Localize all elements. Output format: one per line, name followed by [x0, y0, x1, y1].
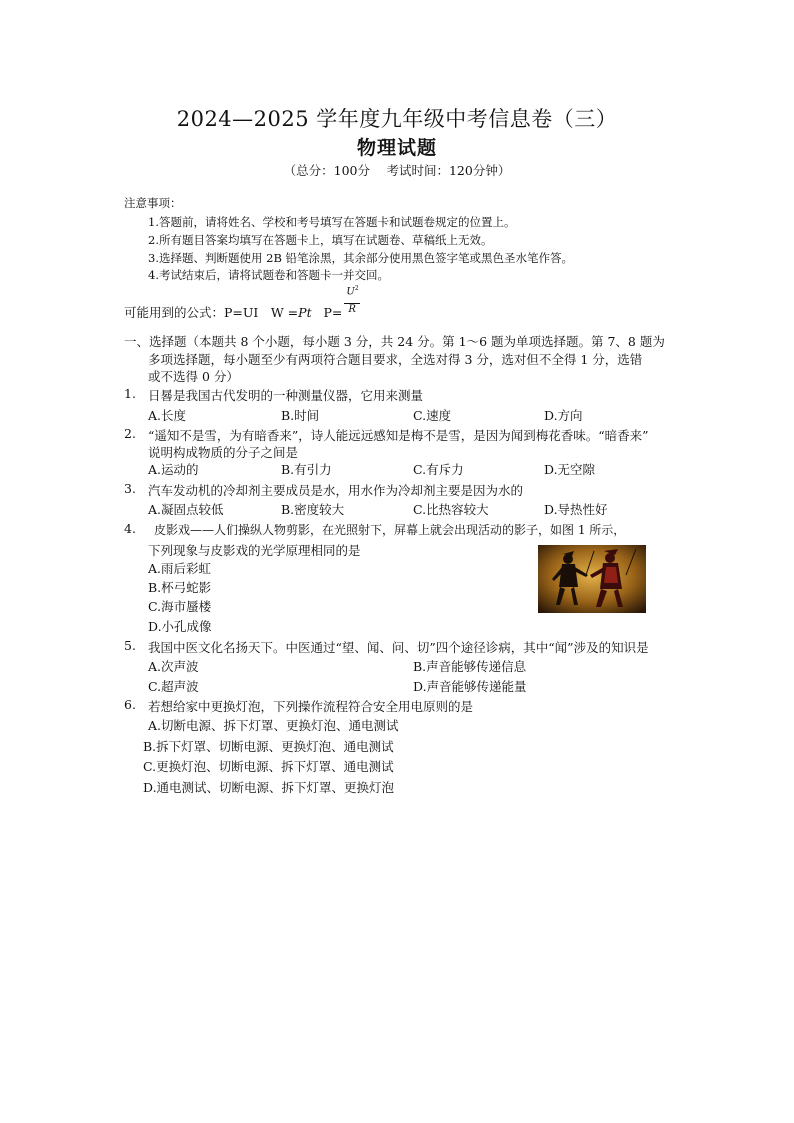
option: D.通电测试、切断电源、拆下灯罩、更换灯泡 — [143, 780, 395, 795]
question-number: 4. — [124, 521, 136, 536]
question-stem: 汽车发动机的冷却剂主要成员是水，用水作为冷却剂主要是因为水的 — [148, 483, 524, 498]
question-number: 6. — [124, 697, 136, 712]
option: D.无空隙 — [544, 462, 596, 477]
question-stem: 日晷是我国古代发明的一种测量仪器，它用来测量 — [148, 388, 424, 403]
section-line: 一、选择题（本题共 8 个小题，每小题 3 分，共 24 分。第 1～6 题为单项选择题。第 7、8 题为 — [124, 334, 665, 349]
exam-meta: （总分：100分 考试时间：120分钟） — [283, 163, 511, 178]
option: B.拆下灯罩、切断电源、更换灯泡、通电测试 — [143, 739, 394, 754]
question-stem: 我国中医文化名扬天下。中医通过“望、闻、问、切”四个途径诊病，其中“闻”涉及的知识是 — [148, 640, 649, 655]
subject-title: 物理试题 — [356, 137, 437, 159]
question-number: 2. — [124, 426, 136, 441]
shadow-puppet-drawing — [538, 545, 646, 613]
option: C.更换灯泡、切断电源、拆下灯罩、通电测试 — [143, 759, 394, 774]
option: A.长度 — [148, 408, 187, 423]
option: A.雨后彩虹 — [148, 561, 212, 576]
option: C.超声波 — [148, 679, 199, 694]
exam-title: 2024—2025 学年度九年级中考信息卷（三） — [176, 107, 618, 131]
option: D.导热性好 — [544, 502, 608, 517]
option: A.凝固点较低 — [148, 502, 224, 517]
option: B.密度较大 — [281, 502, 345, 517]
formula-line — [124, 285, 362, 321]
question-number: 5. — [124, 638, 136, 653]
note-item: 2.所有题目答案均填写在答题卡上，填写在试题卷、草稿纸上无效。 — [148, 233, 493, 247]
note-item: 1.答题前，请将姓名、学校和考号填写在答题卡和试题卷规定的位置上。 — [148, 215, 516, 229]
note-item: 3.选择题、判断题使用 2B 铅笔涂黑，其余部分使用黑色签字笔或黑色圣水笔作答。 — [148, 251, 574, 265]
formula-pt: Pt — [298, 305, 312, 320]
shadow-puppet-image — [538, 545, 646, 613]
option: D.小孔成像 — [148, 619, 212, 634]
formula-numerator: $U^2$ — [346, 285, 359, 298]
option: B.时间 — [281, 408, 320, 423]
option: B.声音能够传递信息 — [413, 659, 527, 674]
option: C.比热容较大 — [413, 502, 489, 517]
option: A.切断电源、拆下灯罩、更换灯泡、通电测试 — [148, 718, 399, 733]
note-item: 4.考试结束后，请将试题卷和答题卡一并交回。 — [148, 268, 389, 282]
option: C.有斥力 — [413, 462, 464, 477]
question-stem: 说明构成物质的分子之间是 — [148, 445, 299, 460]
question-number: 1. — [124, 386, 136, 401]
option: A.运动的 — [148, 462, 199, 477]
question-stem: “遥知不是雪，为有暗香来”，诗人能远远感知是梅不是雪，是因为闻到梅花香味。“暗香来” — [148, 428, 649, 443]
option: C.海市蜃楼 — [148, 599, 212, 614]
formula-p-eq: P= — [323, 305, 343, 320]
option: C.速度 — [413, 408, 452, 423]
option: B.杯弓蛇影 — [148, 580, 212, 595]
question-stem: 下列现象与皮影戏的光学原理相同的是 — [148, 543, 361, 558]
question-stem: 皮影戏——人们操纵人物剪影，在光照射下，屏幕上就会出现活动的影子，如图 1 所示， — [154, 523, 626, 537]
formula-fraction — [344, 285, 362, 320]
option: D.声音能够传递能量 — [413, 679, 527, 694]
section-line: 或不选得 0 分） — [148, 369, 239, 384]
option: A.次声波 — [148, 659, 199, 674]
question-number: 3. — [124, 481, 136, 496]
notes-heading: 注意事项： — [124, 196, 182, 210]
question-stem: 若想给家中更换灯泡，下列操作流程符合安全用电原则的是 — [148, 699, 474, 714]
option: B.有引力 — [281, 462, 332, 477]
formula-denominator: R — [348, 304, 356, 315]
formula-label: 可能用到的公式：P=UI W = — [124, 305, 299, 320]
section-line: 多项选择题，每小题至少有两项符合题目要求，全选对得 3 分，选对但不全得 1 分，选错 — [148, 352, 643, 367]
option: D.方向 — [544, 408, 583, 423]
